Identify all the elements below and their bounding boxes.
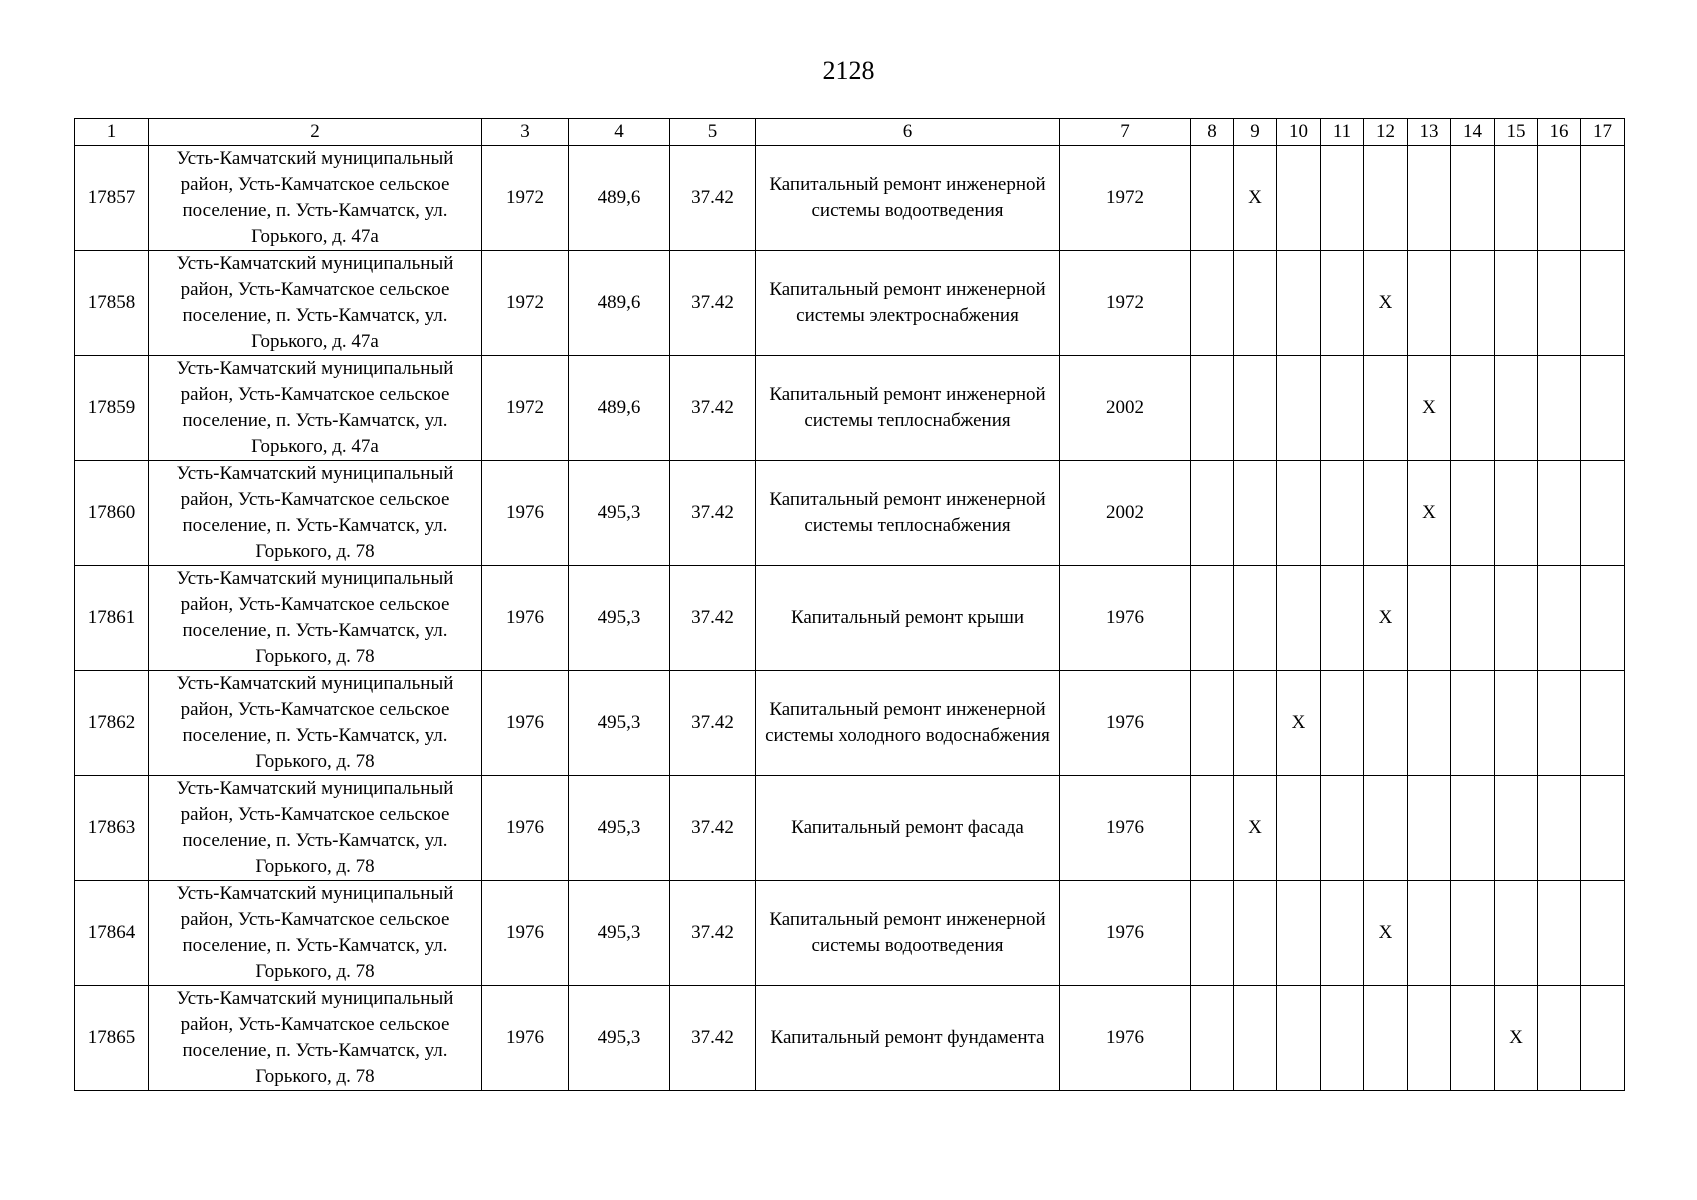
row-id-cell: 17859 <box>75 356 149 461</box>
address-cell: Усть-Камчатский муниципальный район, Усть-Камчатское сельское поселение, п. Усть-Камчатск, ул. Горького, д. 47а <box>149 356 482 461</box>
period-cell <box>1321 671 1364 776</box>
column-header-6: 6 <box>756 119 1060 146</box>
column-header-11: 11 <box>1321 119 1364 146</box>
column-header-15: 15 <box>1495 119 1538 146</box>
column-header-7: 7 <box>1060 119 1191 146</box>
period-cell <box>1277 776 1321 881</box>
period-cell <box>1408 986 1451 1091</box>
period-cell <box>1234 566 1277 671</box>
table-row <box>75 776 1625 881</box>
area-cell: 489,6 <box>569 356 670 461</box>
period-cell <box>1538 146 1581 251</box>
build-year-cell: 1972 <box>482 251 569 356</box>
repair-year-cell: 1972 <box>1060 146 1191 251</box>
period-cell <box>1234 356 1277 461</box>
area-cell: 495,3 <box>569 566 670 671</box>
period-cell <box>1451 356 1495 461</box>
period-cell <box>1191 986 1234 1091</box>
area-cell: 495,3 <box>569 776 670 881</box>
period-mark-cell: X <box>1408 356 1451 461</box>
work-type-cell: Капитальный ремонт инженерной системы водоотведения <box>756 881 1060 986</box>
period-cell <box>1364 461 1408 566</box>
build-year-cell: 1976 <box>482 986 569 1091</box>
table-row <box>75 461 1625 566</box>
column-header-4: 4 <box>569 119 670 146</box>
table-row <box>75 986 1625 1091</box>
period-cell <box>1364 986 1408 1091</box>
build-year-cell: 1976 <box>482 776 569 881</box>
period-cell <box>1191 146 1234 251</box>
wear-cell: 37.42 <box>670 251 756 356</box>
repair-year-cell: 1976 <box>1060 776 1191 881</box>
period-cell <box>1234 461 1277 566</box>
row-id-cell: 17862 <box>75 671 149 776</box>
period-cell <box>1234 986 1277 1091</box>
wear-cell: 37.42 <box>670 566 756 671</box>
period-mark-cell: X <box>1408 461 1451 566</box>
period-mark-cell: X <box>1495 986 1538 1091</box>
period-cell <box>1451 251 1495 356</box>
wear-cell: 37.42 <box>670 881 756 986</box>
period-cell <box>1451 461 1495 566</box>
period-cell <box>1581 251 1625 356</box>
period-cell <box>1581 881 1625 986</box>
repair-year-cell: 1976 <box>1060 566 1191 671</box>
address-cell: Усть-Камчатский муниципальный район, Усть-Камчатское сельское поселение, п. Усть-Камчатск, ул. Горького, д. 78 <box>149 671 482 776</box>
address-cell: Усть-Камчатский муниципальный район, Усть-Камчатское сельское поселение, п. Усть-Камчатск, ул. Горького, д. 78 <box>149 776 482 881</box>
column-header-2: 2 <box>149 119 482 146</box>
period-cell <box>1321 566 1364 671</box>
period-cell <box>1364 776 1408 881</box>
period-cell <box>1191 776 1234 881</box>
period-cell <box>1277 251 1321 356</box>
period-cell <box>1581 566 1625 671</box>
period-mark-cell: X <box>1364 251 1408 356</box>
area-cell: 495,3 <box>569 881 670 986</box>
address-cell: Усть-Камчатский муниципальный район, Усть-Камчатское сельское поселение, п. Усть-Камчатск, ул. Горького, д. 78 <box>149 986 482 1091</box>
repair-year-cell: 1976 <box>1060 881 1191 986</box>
period-cell <box>1408 881 1451 986</box>
address-cell: Усть-Камчатский муниципальный район, Усть-Камчатское сельское поселение, п. Усть-Камчатск, ул. Горького, д. 78 <box>149 881 482 986</box>
period-cell <box>1538 251 1581 356</box>
work-type-cell: Капитальный ремонт инженерной системы теплоснабжения <box>756 356 1060 461</box>
build-year-cell: 1976 <box>482 671 569 776</box>
work-type-cell: Капитальный ремонт инженерной системы теплоснабжения <box>756 461 1060 566</box>
work-type-cell: Капитальный ремонт инженерной системы электроснабжения <box>756 251 1060 356</box>
area-cell: 489,6 <box>569 251 670 356</box>
table-row <box>75 566 1625 671</box>
row-id-cell: 17861 <box>75 566 149 671</box>
period-cell <box>1495 881 1538 986</box>
period-mark-cell: X <box>1234 776 1277 881</box>
period-cell <box>1277 566 1321 671</box>
period-cell <box>1495 566 1538 671</box>
column-header-14: 14 <box>1451 119 1495 146</box>
period-cell <box>1321 776 1364 881</box>
row-id-cell: 17858 <box>75 251 149 356</box>
period-cell <box>1191 671 1234 776</box>
area-cell: 489,6 <box>569 146 670 251</box>
column-header-12: 12 <box>1364 119 1408 146</box>
row-id-cell: 17863 <box>75 776 149 881</box>
period-cell <box>1321 881 1364 986</box>
period-cell <box>1451 881 1495 986</box>
column-header-1: 1 <box>75 119 149 146</box>
period-cell <box>1408 146 1451 251</box>
period-cell <box>1538 356 1581 461</box>
column-header-17: 17 <box>1581 119 1625 146</box>
period-cell <box>1538 566 1581 671</box>
row-id-cell: 17860 <box>75 461 149 566</box>
period-cell <box>1581 671 1625 776</box>
period-cell <box>1495 356 1538 461</box>
period-cell <box>1495 776 1538 881</box>
period-cell <box>1277 461 1321 566</box>
area-cell: 495,3 <box>569 986 670 1091</box>
address-cell: Усть-Камчатский муниципальный район, Усть-Камчатское сельское поселение, п. Усть-Камчатск, ул. Горького, д. 78 <box>149 566 482 671</box>
work-type-cell: Капитальный ремонт крыши <box>756 566 1060 671</box>
period-cell <box>1495 461 1538 566</box>
wear-cell: 37.42 <box>670 146 756 251</box>
table-body <box>75 146 1625 1091</box>
column-header-13: 13 <box>1408 119 1451 146</box>
period-cell <box>1364 356 1408 461</box>
address-cell: Усть-Камчатский муниципальный район, Усть-Камчатское сельское поселение, п. Усть-Камчатск, ул. Горького, д. 78 <box>149 461 482 566</box>
area-cell: 495,3 <box>569 671 670 776</box>
period-cell <box>1191 356 1234 461</box>
build-year-cell: 1972 <box>482 356 569 461</box>
build-year-cell: 1972 <box>482 146 569 251</box>
build-year-cell: 1976 <box>482 461 569 566</box>
work-type-cell: Капитальный ремонт фундамента <box>756 986 1060 1091</box>
repair-schedule-table <box>74 118 1625 1091</box>
period-cell <box>1234 881 1277 986</box>
table-row <box>75 881 1625 986</box>
period-cell <box>1408 566 1451 671</box>
column-header-8: 8 <box>1191 119 1234 146</box>
header-row <box>75 119 1625 146</box>
area-cell: 495,3 <box>569 461 670 566</box>
period-cell <box>1581 356 1625 461</box>
row-id-cell: 17857 <box>75 146 149 251</box>
period-cell <box>1364 671 1408 776</box>
column-header-16: 16 <box>1538 119 1581 146</box>
period-cell <box>1277 356 1321 461</box>
period-cell <box>1495 671 1538 776</box>
period-cell <box>1408 776 1451 881</box>
period-cell <box>1451 671 1495 776</box>
period-cell <box>1191 251 1234 356</box>
period-cell <box>1191 881 1234 986</box>
page-number: 2128 <box>822 56 875 85</box>
period-cell <box>1538 671 1581 776</box>
period-cell <box>1321 251 1364 356</box>
wear-cell: 37.42 <box>670 671 756 776</box>
period-cell <box>1538 881 1581 986</box>
period-cell <box>1364 146 1408 251</box>
period-mark-cell: X <box>1364 881 1408 986</box>
row-id-cell: 17864 <box>75 881 149 986</box>
period-cell <box>1234 251 1277 356</box>
repair-year-cell: 1972 <box>1060 251 1191 356</box>
build-year-cell: 1976 <box>482 881 569 986</box>
wear-cell: 37.42 <box>670 986 756 1091</box>
table-row <box>75 146 1625 251</box>
period-cell <box>1581 461 1625 566</box>
period-cell <box>1451 566 1495 671</box>
period-mark-cell: X <box>1364 566 1408 671</box>
column-header-10: 10 <box>1277 119 1321 146</box>
work-type-cell: Капитальный ремонт инженерной системы холодного водоснабжения <box>756 671 1060 776</box>
period-cell <box>1451 986 1495 1091</box>
table-row <box>75 251 1625 356</box>
period-cell <box>1277 881 1321 986</box>
period-cell <box>1321 461 1364 566</box>
table-row <box>75 671 1625 776</box>
table-row <box>75 356 1625 461</box>
period-cell <box>1451 776 1495 881</box>
period-cell <box>1277 986 1321 1091</box>
period-cell <box>1538 461 1581 566</box>
work-type-cell: Капитальный ремонт инженерной системы водоотведения <box>756 146 1060 251</box>
work-type-cell: Капитальный ремонт фасада <box>756 776 1060 881</box>
wear-cell: 37.42 <box>670 356 756 461</box>
period-cell <box>1191 461 1234 566</box>
period-mark-cell: X <box>1234 146 1277 251</box>
period-cell <box>1581 986 1625 1091</box>
address-cell: Усть-Камчатский муниципальный район, Усть-Камчатское сельское поселение, п. Усть-Камчатск, ул. Горького, д. 47а <box>149 251 482 356</box>
period-cell <box>1234 671 1277 776</box>
wear-cell: 37.42 <box>670 776 756 881</box>
repair-year-cell: 2002 <box>1060 461 1191 566</box>
repair-year-cell: 1976 <box>1060 671 1191 776</box>
wear-cell: 37.42 <box>670 461 756 566</box>
period-cell <box>1321 356 1364 461</box>
address-cell: Усть-Камчатский муниципальный район, Усть-Камчатское сельское поселение, п. Усть-Камчатск, ул. Горького, д. 47а <box>149 146 482 251</box>
period-cell <box>1495 251 1538 356</box>
build-year-cell: 1976 <box>482 566 569 671</box>
column-header-3: 3 <box>482 119 569 146</box>
column-header-9: 9 <box>1234 119 1277 146</box>
repair-year-cell: 2002 <box>1060 356 1191 461</box>
column-header-5: 5 <box>670 119 756 146</box>
period-cell <box>1495 146 1538 251</box>
period-cell <box>1581 146 1625 251</box>
period-cell <box>1581 776 1625 881</box>
period-cell <box>1538 986 1581 1091</box>
period-cell <box>1277 146 1321 251</box>
period-cell <box>1321 146 1364 251</box>
period-cell <box>1538 776 1581 881</box>
period-mark-cell: X <box>1277 671 1321 776</box>
row-id-cell: 17865 <box>75 986 149 1091</box>
period-cell <box>1408 251 1451 356</box>
period-cell <box>1408 671 1451 776</box>
period-cell <box>1321 986 1364 1091</box>
period-cell <box>1191 566 1234 671</box>
period-cell <box>1451 146 1495 251</box>
repair-year-cell: 1976 <box>1060 986 1191 1091</box>
